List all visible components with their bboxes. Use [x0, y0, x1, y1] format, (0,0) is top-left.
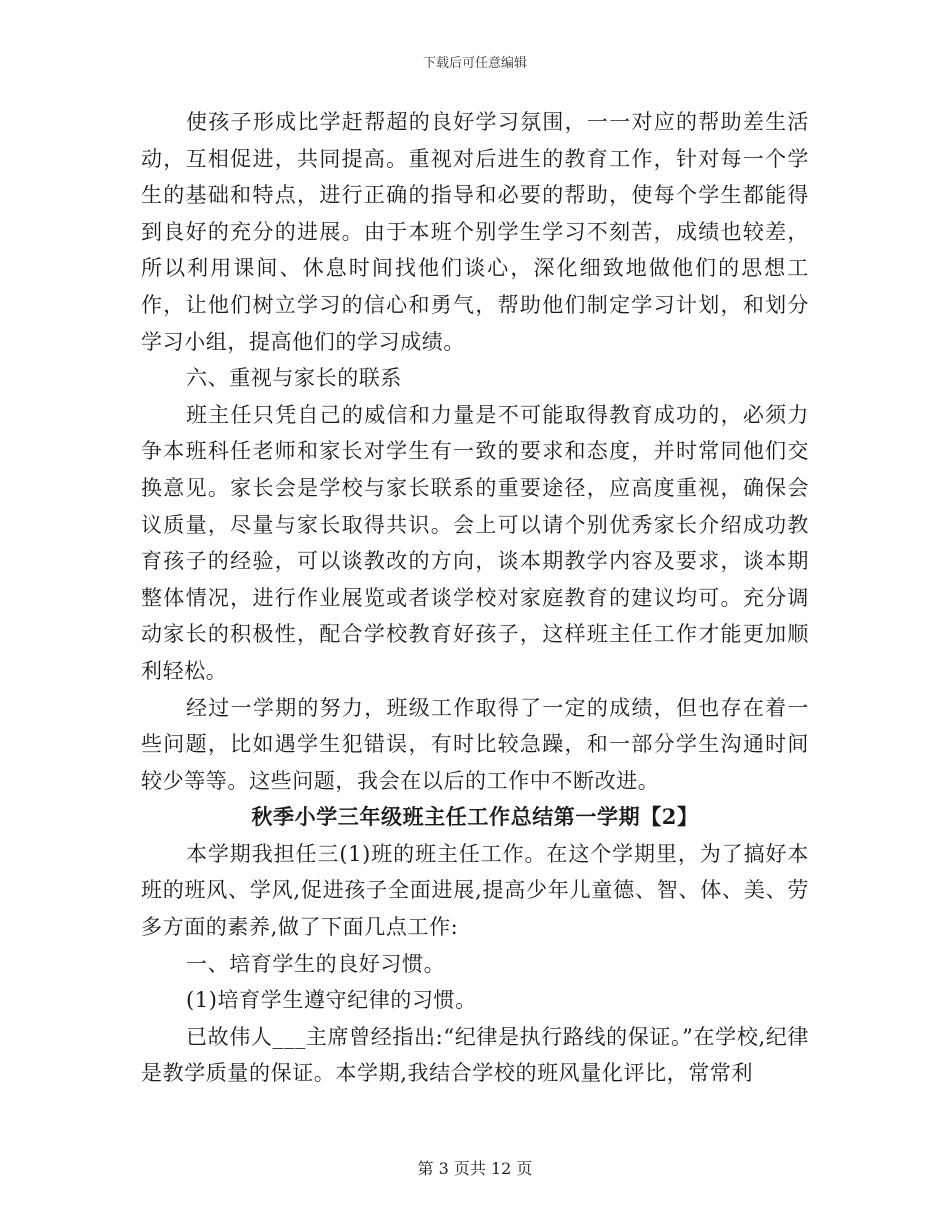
paragraph: 班主任只凭自己的威信和力量是不可能取得教育成功的，必须力争本班科任老师和家长对学生有一致的要求和态度，并时常同他们交换意见。家长会是学校与家长联系的重要途径，应高度重视，确保会议质量，尽量与家长取得共识。会上可以请个别优秀家长介绍成功教育孩子的经验，可以谈教改的方向，谈本期教学内容及要求，谈本期整体情况，进行作业展览或者谈学校对家庭教育的建议均可。充分调动家长的积极性，配合学校教育好孩子，这样班主任工作才能更加顺利轻松。 — [141, 402, 809, 683]
document-body — [141, 104, 809, 1092]
paragraph: 本学期我担任三(1)班的班主任工作。在这个学期里，为了搞好本班的班风、学风,促进孩子全面进展,提高少年儿童德、智、体、美、劳多方面的素养,做了下面几点工作: — [141, 841, 809, 940]
page-footer: 第 3 页共 12 页 — [417, 1159, 533, 1178]
page-header: 下载后可任意编辑 — [422, 56, 527, 71]
document-title: 秋季小学三年级班主任工作总结第一学期【2】 — [251, 804, 699, 830]
paragraph: 使孩子形成比学赶帮超的良好学习氛围，一一对应的帮助差生活动，互相促进，共同提高。重视对后进生的教育工作，针对每一个学生的基础和特点，进行正确的指导和必要的帮助，使每个学生都能得到良好的充分的进展。由于本班个别学生学习不刻苦，成绩也较差，所以利用课间、休息时间找他们谈心，深化细致地做他们的思想工作，让他们树立学习的信心和勇气，帮助他们制定学习计划，和划分学习小组，提高他们的学习成绩。 — [141, 110, 809, 354]
section-heading: 一、培育学生的良好习惯。 — [186, 951, 446, 976]
section-heading: 六、重视与家长的联系 — [186, 366, 402, 391]
subsection-heading: (1)培育学生遵守纪律的习惯。 — [186, 988, 477, 1013]
paragraph: 已故伟人___主席曾经指出:“纪律是执行路线的保证。”在学校,纪律是教学质量的保证。本学期,我结合学校的班风量化评比，常常利 — [141, 1024, 809, 1086]
paragraph: 经过一学期的努力，班级工作取得了一定的成绩，但也存在着一些问题，比如遇学生犯错误，有时比较急躁，和一部分学生沟通时间较少等等。这些问题，我会在以后的工作中不断改进。 — [141, 695, 809, 793]
